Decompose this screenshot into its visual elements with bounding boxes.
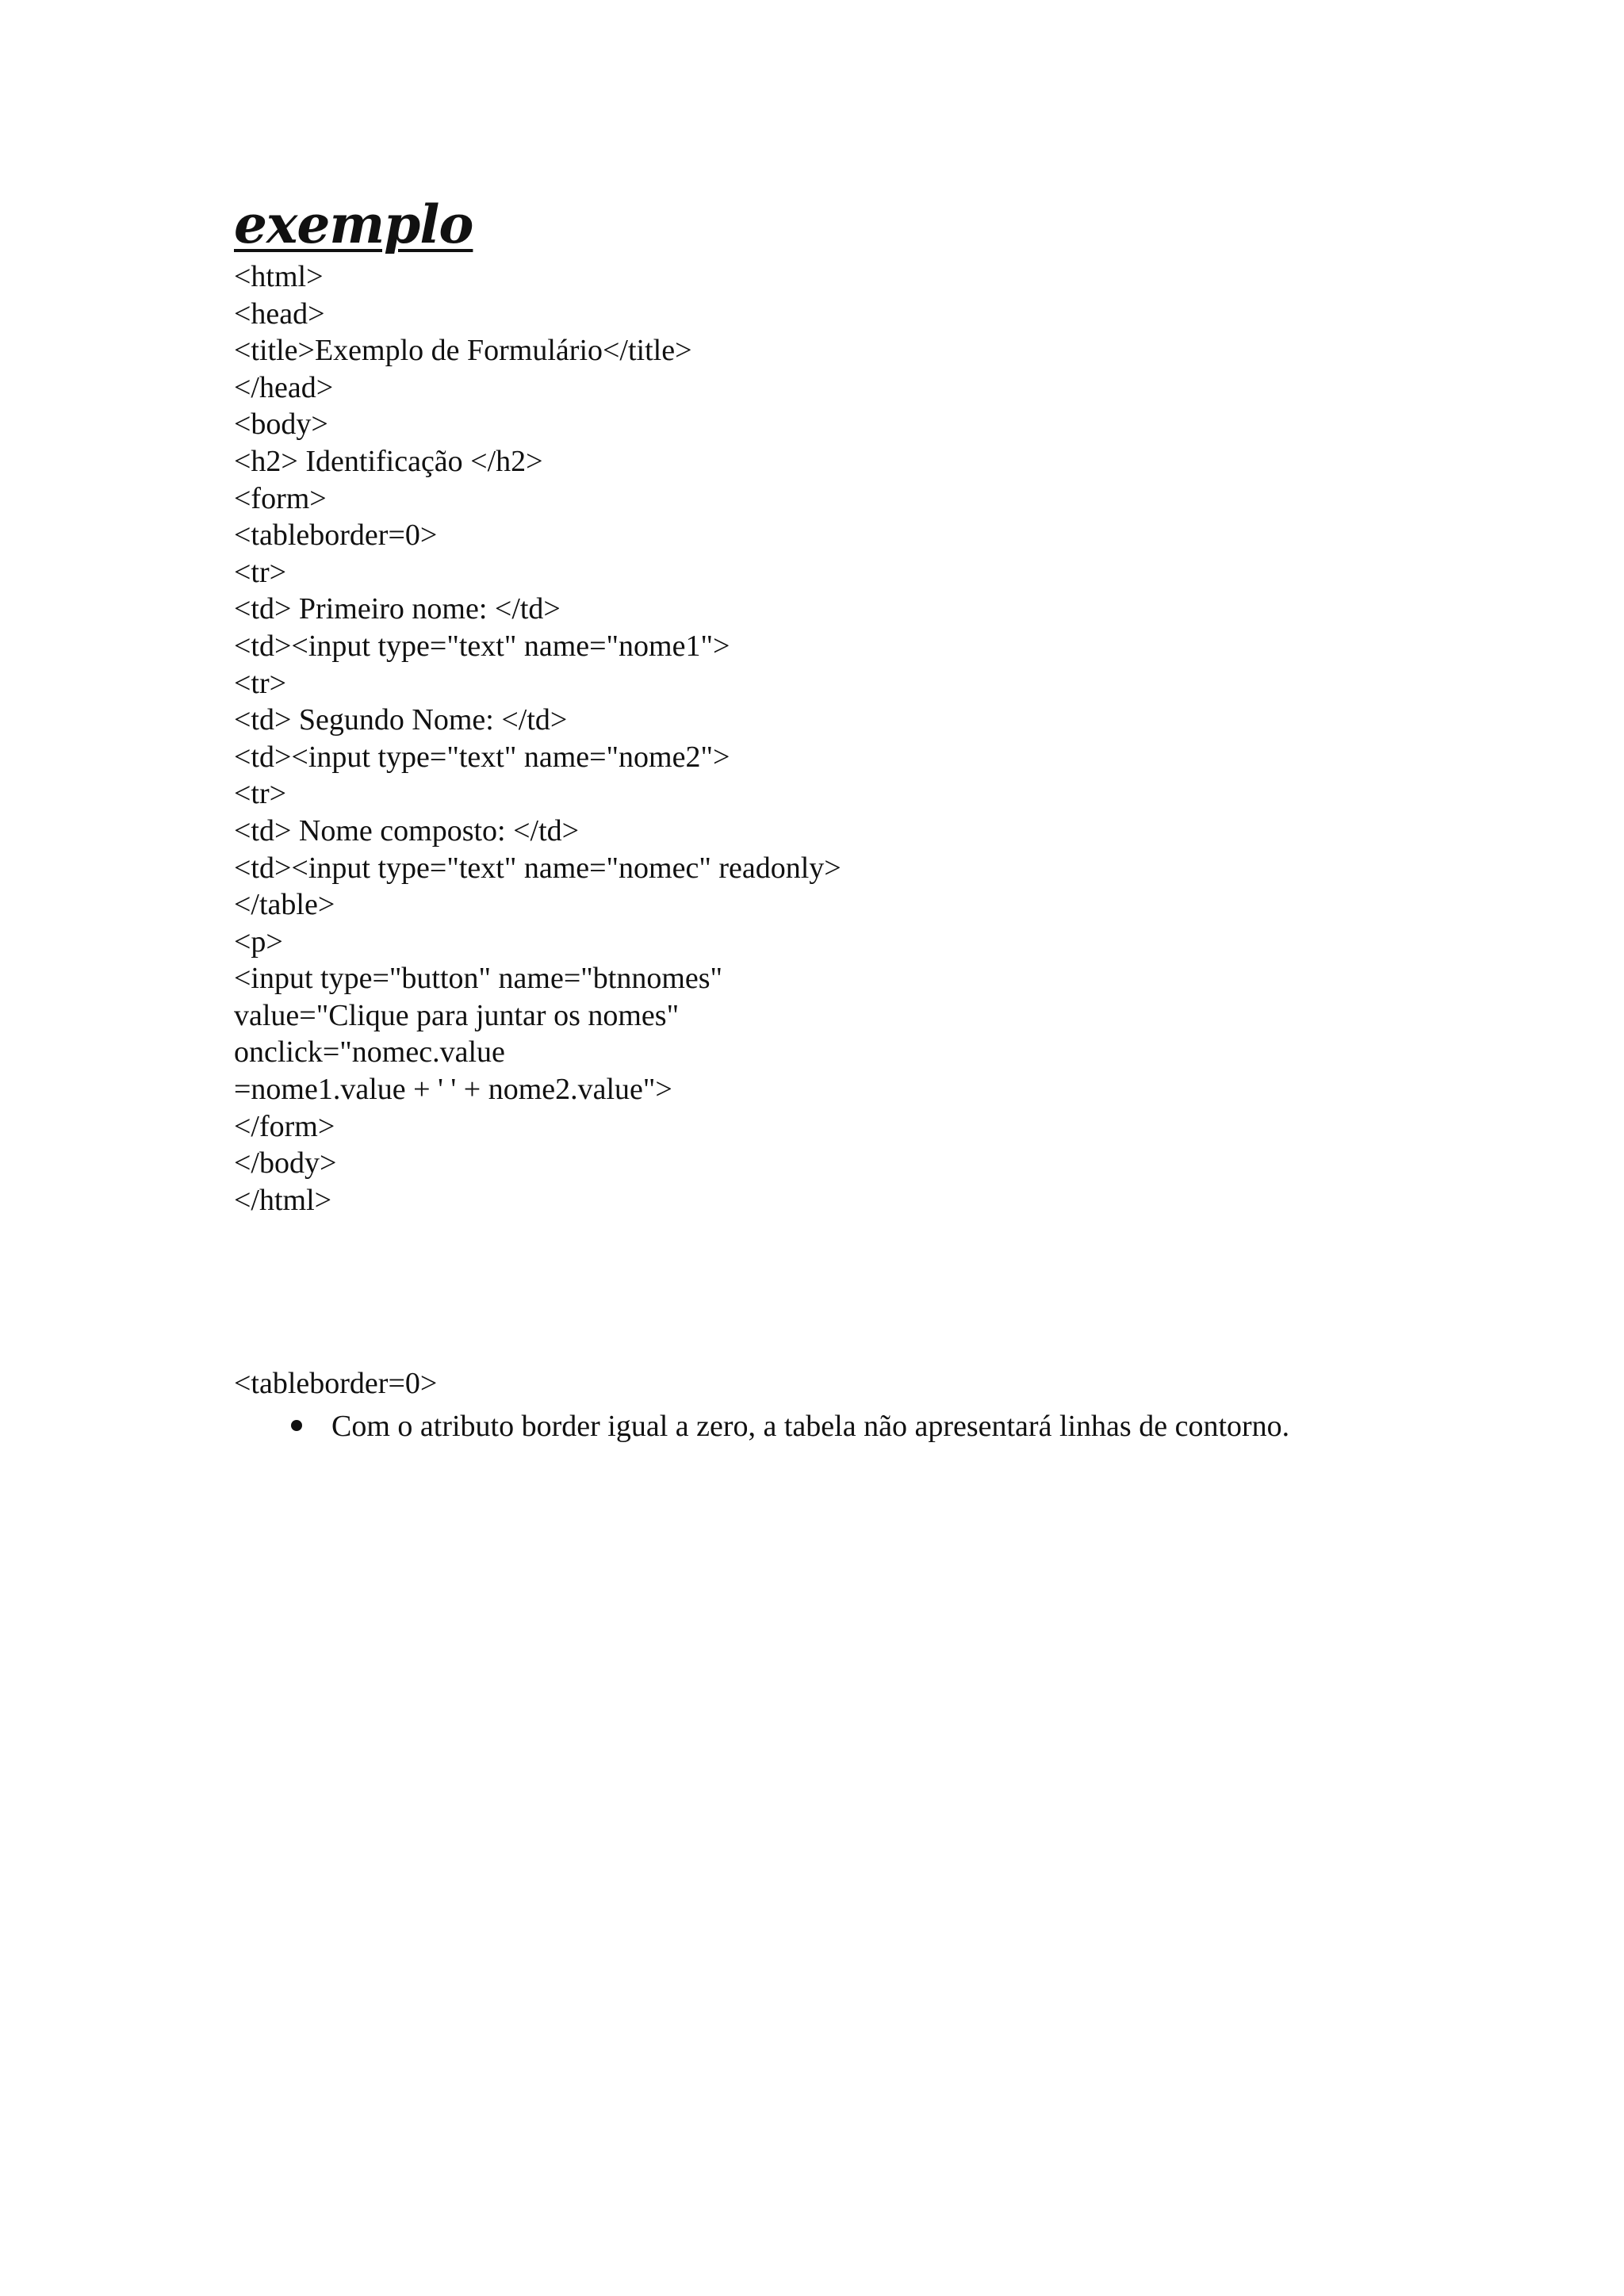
code-line: </table> [234,888,335,922]
code-line: <input type="button" name="btnnomes" [234,962,723,996]
bullet-icon [291,1420,302,1431]
section-heading: exemplo [234,193,473,255]
bullet-text: Com o atributo border igual a zero, a tabela não apresentará linhas de contorno. [331,1410,1290,1443]
code-line: <html> [234,260,324,293]
code-line: <form> [234,481,327,515]
code-line: </form> [234,1109,335,1143]
code-line: <td><input type="text" name="nome1"> [234,629,730,663]
code-line: <td> Nome composto: </td> [234,813,580,848]
code-example-section [234,190,1423,1219]
explanation-bullet-list [234,1408,1503,1445]
code-line: </html> [234,1183,332,1217]
code-line: <tableborder=0> [234,519,438,553]
code-line: <td> Primeiro nome: </td> [234,592,561,626]
code-line: <td><input type="text" name="nomec" readonly> [234,851,841,885]
code-line: <tr> [234,777,287,811]
explanation-title: <tableborder=0> [234,1367,438,1400]
code-line: onclick="nomec.value [234,1035,505,1070]
code-line: <p> [234,924,283,959]
code-line: =nome1.value + ' ' + nome2.value"> [234,1073,672,1107]
code-line: </body> [234,1146,337,1181]
code-line: </head> [234,370,334,404]
code-line: <tr> [234,666,287,700]
code-line: <body> [234,408,328,442]
code-line: <head> [234,297,325,331]
code-listing [234,258,1423,1219]
list-item [234,1408,1503,1445]
code-line: <td><input type="text" name="nome2"> [234,740,730,774]
code-line: <title>Exemplo de Formulário</title> [234,334,692,368]
code-line: value="Clique para juntar os nomes" [234,998,680,1032]
code-line: <td> Segundo Nome: </td> [234,703,568,737]
code-line: <h2> Identificação </h2> [234,444,543,478]
code-line: <tr> [234,555,287,589]
explanation-section [234,1365,1503,1445]
